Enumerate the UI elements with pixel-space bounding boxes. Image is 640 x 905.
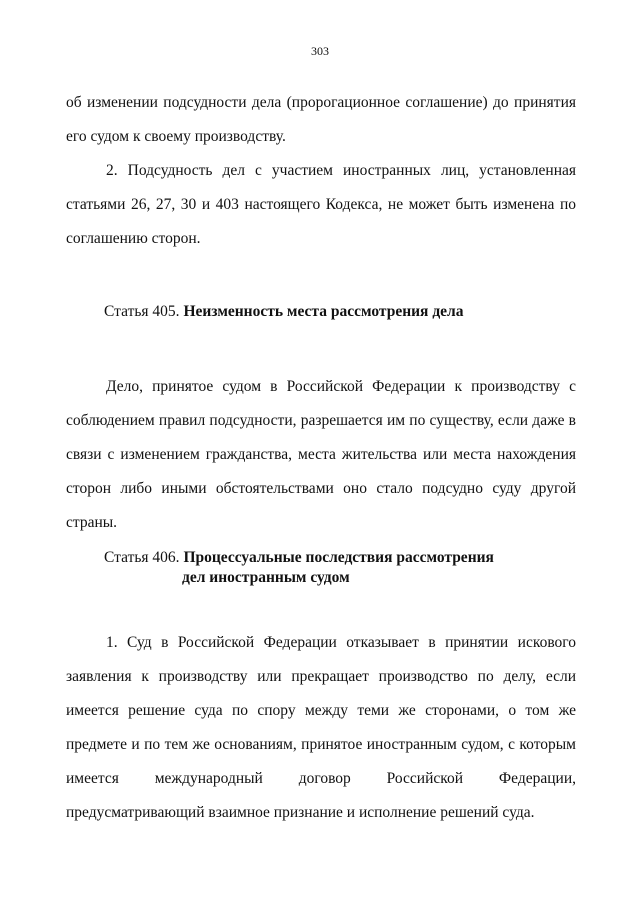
article-406-clause-1: 1. Суд в Российской Федерации отказывает в принятии искового заявления к производству или прекращает производство по делу, если имеется решение суда по спору между теми же сторонами, о том же предмете и по тем же основаниям, принятое иностранным судом, с которым имеется международный договор Российской Федерации, предусматривающий взаимное признание и исполнение решений суда. bbox=[66, 634, 576, 821]
paragraph-clause-2: 2. Подсудность дел с участием иностранных лиц, установленная статьями 26, 27, 30 и 403 настоящего Кодекса, не может быть изменена по соглашению сторон. bbox=[66, 162, 576, 247]
article-406-title-line1: Процессуальные последствия рассмотрения bbox=[183, 549, 494, 566]
article-406-heading bbox=[104, 548, 574, 588]
article-405-title: Неизменность места рассмотрения дела bbox=[183, 303, 464, 320]
article-406-number: Статья 406. bbox=[104, 549, 180, 566]
paragraph-continuation: об изменении подсудности дела (пророгационное соглашение) до принятия его судом к своему производству. bbox=[66, 94, 576, 145]
article-405-text: Дело, принятое судом в Российской Федерации к производству с соблюдением правил подсудности, разрешается им по существу, если даже в связи с изменением гражданства, места жительства или места нахождения сторон либо иными обстоятельствами оно стало подсудно суду другой страны. bbox=[66, 378, 576, 531]
article-406-title-line2: дел иностранным судом bbox=[182, 569, 350, 586]
article-405-number: Статья 405. bbox=[104, 303, 180, 320]
page-number: 303 bbox=[311, 44, 329, 58]
article-405-heading bbox=[104, 302, 574, 322]
